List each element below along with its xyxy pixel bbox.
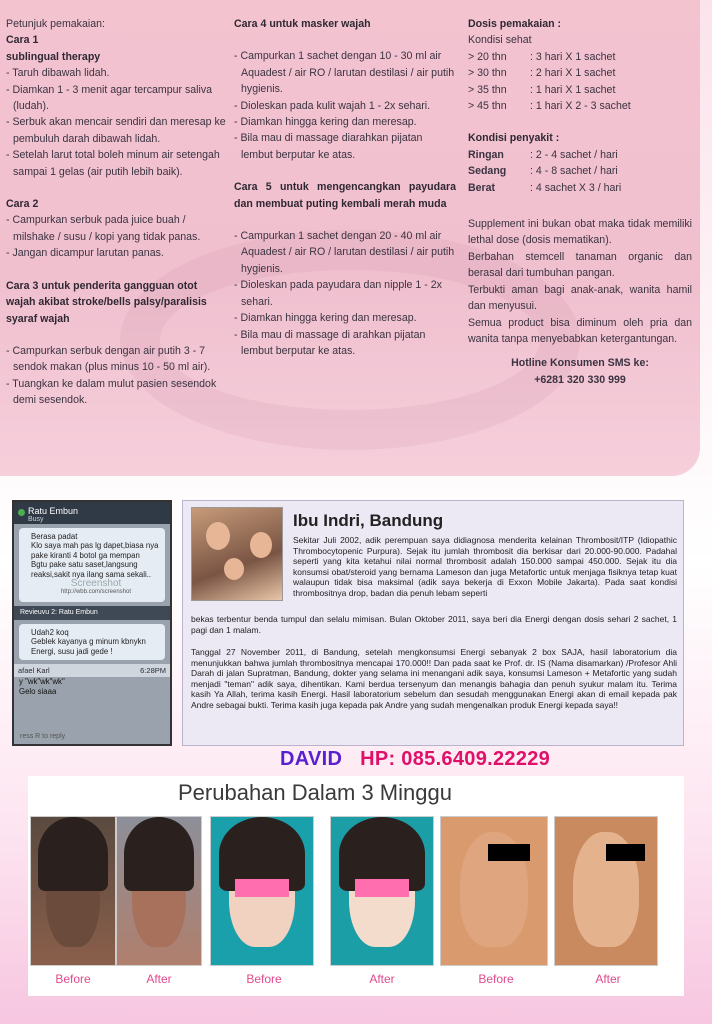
cara2-item: - Jangan dicampur larutan panas. xyxy=(6,247,164,260)
after-label: After xyxy=(146,972,172,986)
condition-row xyxy=(468,147,692,163)
chat-screenshot xyxy=(12,500,172,746)
cara1-item: - Serbuk akan mencair sendiri dan meresap ke pembuluh darah dibawah lidah. xyxy=(6,116,226,145)
before-label: Before xyxy=(246,972,282,986)
photo-hair xyxy=(124,817,195,891)
contact-name: DAVID xyxy=(280,748,343,770)
cara2-item: - Campurkan serbuk pada juice buah / milshake / susu / kopi yang tidak panas. xyxy=(6,214,201,243)
dose-amount: : 1 hari X 1 sachet xyxy=(530,83,616,96)
photo-before-1 xyxy=(30,816,116,966)
chat-contact: Ratu Embun xyxy=(28,506,79,516)
note: Supplement ini bukan obat maka tidak memiliki lethal dose (dosis mematikan). xyxy=(468,218,692,247)
healthy-label: Kondisi sehat xyxy=(468,34,532,47)
condition-level: Berat xyxy=(468,181,496,194)
photo-face xyxy=(206,522,230,550)
cara4-block xyxy=(234,16,456,163)
condition-dose: : 4 sachet X 3 / hari xyxy=(530,181,622,194)
cara5-heading: Cara 5 untuk mengencangkan payudara dan membuat puting kembali merah muda xyxy=(234,181,456,210)
chat-message: Bgtu pake satu saset,langsung reaksi,sakit nya ilang sama sekali.. xyxy=(31,560,152,579)
before-after-section xyxy=(28,776,684,996)
contact-phone[interactable]: HP: 085.6409.22229 xyxy=(360,748,551,770)
cara3-item: - Tuangkan ke dalam mulut pasien sesendok demi sesendok. xyxy=(6,377,217,407)
contact-line xyxy=(280,748,550,771)
cara1-block xyxy=(6,32,228,180)
chat-subheader: Revieuvu 2: Ratu Embun xyxy=(14,606,170,620)
privacy-eye-bar xyxy=(488,844,530,862)
dose-age: > 20 thn xyxy=(468,50,507,63)
usage-column-3 xyxy=(468,16,692,388)
testimonial-paragraph: Sekitar Juli 2002, adik perempuan saya didiagnosa menderita kelainan Thrombosit/ITP (Idiopathic Thrombocytopenic Purpura). Sejak itu jumlah thrombosit dia berkisar dari 20.000-90.000. Padahal seperti yang kita ketahui nilai normal thrombosit adalah 150.000 sampai 450.000. Sejak itu dia konsumsi obat/steroid yang bernama Lameson dan juga Metafortic untuk menjaga fisiknya tetap kuat walaupun tidak bisa maksimal (adik saya bekerja di Exxon Mobile Jakarta). Pada saat kondisi thrombositnya drop, badan dia penuh lebam seperti xyxy=(293,535,677,598)
chat-message: Udah2 koq xyxy=(31,627,69,637)
screenshot-url: http://wbb.com/screenshot xyxy=(60,589,132,596)
privacy-eye-bar xyxy=(606,844,645,862)
dose-age: > 45 thn xyxy=(468,100,507,113)
family-photo xyxy=(191,507,283,601)
cara3-item: - Campurkan serbuk dengan air putih 3 - 7 sendok makan (plus minus 10 - 50 ml air). xyxy=(6,344,211,374)
usage-column-2 xyxy=(234,16,456,375)
privacy-eye-bar xyxy=(355,879,408,897)
photo-before-3 xyxy=(440,816,548,966)
photo-hair xyxy=(38,817,109,891)
cara4-heading: Cara 4 untuk masker wajah xyxy=(234,18,371,30)
cara1-subheading: sublingual therapy xyxy=(6,50,101,63)
dose-row xyxy=(468,65,692,81)
testimonial-paragraph: Tanggal 27 November 2011, di Bandung, setelah mengkonsumsi Energi sebanyak 2 box SAJA, hasil laboratorium dia menunjukkan bahwa jumlah thrombositnya mencapai 170.000!! Dan pada saat ke Prof. dr. IS (Nama disamarkan) /Profesor Ahli Darah di jalan Supratman, Bandung, dokter yang selama ini menangani adik saya, konsumsi Lameson + Metafortic yang sudah menjadi "teman" adik saya, dihentikan. Kami berdua tersenyum dan menangis bahagia dan penuh syukur malam itu. Terima kasih Ya Allah, terima kasih Energi. Hasil laboratorium sebelum dan sesudah menggunakan Energi akan di email kepada pak Andre sebagai bukti. Terima kasih juga kepada pak Andre yang sudah mengenalkan produk Energi kepada saya!! xyxy=(191,647,677,710)
chat-status: Busy xyxy=(28,516,44,523)
usage-column-1 xyxy=(6,16,228,425)
cara4-item: - Diamkan hingga kering dan meresap. xyxy=(234,116,417,129)
condition-dose: : 4 - 8 sachet / hari xyxy=(530,165,618,178)
cara2-heading: Cara 2 xyxy=(6,198,39,211)
dose-row xyxy=(468,98,692,114)
chat-message-box xyxy=(19,528,165,602)
note: Berbahan stemcell tanaman organic dan berasal dari tumbuhan pangan. xyxy=(468,250,692,280)
privacy-eye-bar xyxy=(235,879,288,897)
chat-message-box xyxy=(19,624,165,660)
cara1-item: - Setelah larut total boleh minum air setengah sampai 1 gelas (air putih lebih baik). xyxy=(6,149,220,178)
cara4-item: - Campurkan 1 sachet dengan 10 - 30 ml air Aquadest / air RO / larutan destilasi / air putih hygienis. xyxy=(234,50,455,96)
after-label: After xyxy=(595,972,621,986)
before-label: Before xyxy=(478,972,514,986)
cara5-item: - Diamkan hingga kering dan meresap. xyxy=(234,312,417,325)
cara4-item: - Dioleskan pada kulit wajah 1 - 2x sehari. xyxy=(234,99,431,112)
dose-row xyxy=(468,49,692,65)
note: Semua product bisa diminum oleh pria dan wanita tanpa menyebabkan ketergantungan. xyxy=(468,316,692,345)
testimonial-card xyxy=(182,500,684,746)
photo-face xyxy=(224,558,244,580)
photo-after-1 xyxy=(116,816,202,966)
cara3-block xyxy=(6,278,228,409)
chat-reply: Gelo siaaa xyxy=(19,687,57,697)
dose-amount: : 1 hari X 2 - 3 sachet xyxy=(530,100,631,113)
condition-level: Ringan xyxy=(468,148,504,161)
usage-title: Petunjuk pemakaian: xyxy=(6,18,105,30)
cara1-item: - Diamkan 1 - 3 menit agar tercampur saliva (ludah). xyxy=(6,83,213,113)
chat-message: Klo saya mah pas lg dapet,biasa nya pake kiranti 4 botol ga mempan xyxy=(31,541,159,560)
testimonial-paragraph: bekas terbentur benda tumpul dan selalu mimisan. Bulan Oktober 2011, saya beri dia Energi dengan dosis sehari 2 sachet, 1 pagi dan 1 malam. xyxy=(191,614,677,635)
photo-face xyxy=(250,532,272,558)
note: Terbukti aman bagi anak-anak, wanita hamil dan menyusui. xyxy=(468,283,692,313)
photo-after-2 xyxy=(330,816,434,966)
dose-row xyxy=(468,82,692,98)
before-label: Before xyxy=(55,972,91,986)
dosage-heading: Dosis pemakaian : xyxy=(468,18,562,30)
chat-time: 6:28PM xyxy=(140,666,166,676)
photo-before-2 xyxy=(210,816,314,966)
cara5-item: - Campurkan 1 sachet dengan 20 - 40 ml air Aquadest / air RO / larutan destilasi / air putih hygienis. xyxy=(234,230,455,275)
hotline-number: +6281 320 330 999 xyxy=(534,373,626,386)
chat-header xyxy=(14,502,170,524)
cara1-heading: Cara 1 xyxy=(6,34,39,47)
dose-amount: : 2 hari X 1 sachet xyxy=(530,67,616,80)
screenshot-watermark: Screenshot xyxy=(70,578,122,590)
condition-level: Sedang xyxy=(468,165,507,178)
cara4-item: - Bila mau di massage diarahkan pijatan lembut berputar ke atas. xyxy=(234,132,423,161)
dose-age: > 35 thn xyxy=(468,83,507,96)
cara2-block xyxy=(6,196,228,262)
dose-amount: : 3 hari X 1 sachet xyxy=(530,50,616,63)
chat-message: Geblek kayanya g minum kbnykn Energi, susu jadi gede ! xyxy=(31,637,146,656)
status-dot-icon xyxy=(18,509,25,516)
condition-row xyxy=(468,180,692,196)
chat-sender-row xyxy=(14,664,170,677)
hotline-label: Hotline Konsumen SMS ke: xyxy=(511,357,649,370)
chat-reply-hint: ress R to reply xyxy=(20,733,66,740)
cara5-item: - Dioleskan pada payudara dan nipple 1 - 2x sehari. xyxy=(234,279,442,308)
chat-reply: y "wk"wk"wk" xyxy=(19,677,65,687)
cara1-item: - Taruh dibawah lidah. xyxy=(6,67,110,80)
usage-panel xyxy=(0,0,700,476)
dose-age: > 30 thn xyxy=(468,67,507,80)
condition-dose: : 2 - 4 sachet / hari xyxy=(530,148,618,161)
results-title: Perubahan Dalam 3 Minggu xyxy=(178,780,452,805)
after-label: After xyxy=(369,972,395,986)
chat-message: Berasa padat xyxy=(31,532,78,541)
chat-sender: afael Karl xyxy=(18,666,50,676)
testimonial-title: Ibu Indri, Bandung xyxy=(293,511,444,530)
cara3-heading: Cara 3 untuk penderita gangguan otot wajah akibat stroke/bells palsy/paralisis syaraf wajah xyxy=(6,279,207,325)
cara5-item: - Bila mau di massage di arahkan pijatan lembut berputar ke atas. xyxy=(234,328,426,357)
photo-after-3 xyxy=(554,816,658,966)
sick-label: Kondisi penyakit : xyxy=(468,132,560,145)
cara5-block xyxy=(234,179,456,359)
condition-row xyxy=(468,163,692,179)
